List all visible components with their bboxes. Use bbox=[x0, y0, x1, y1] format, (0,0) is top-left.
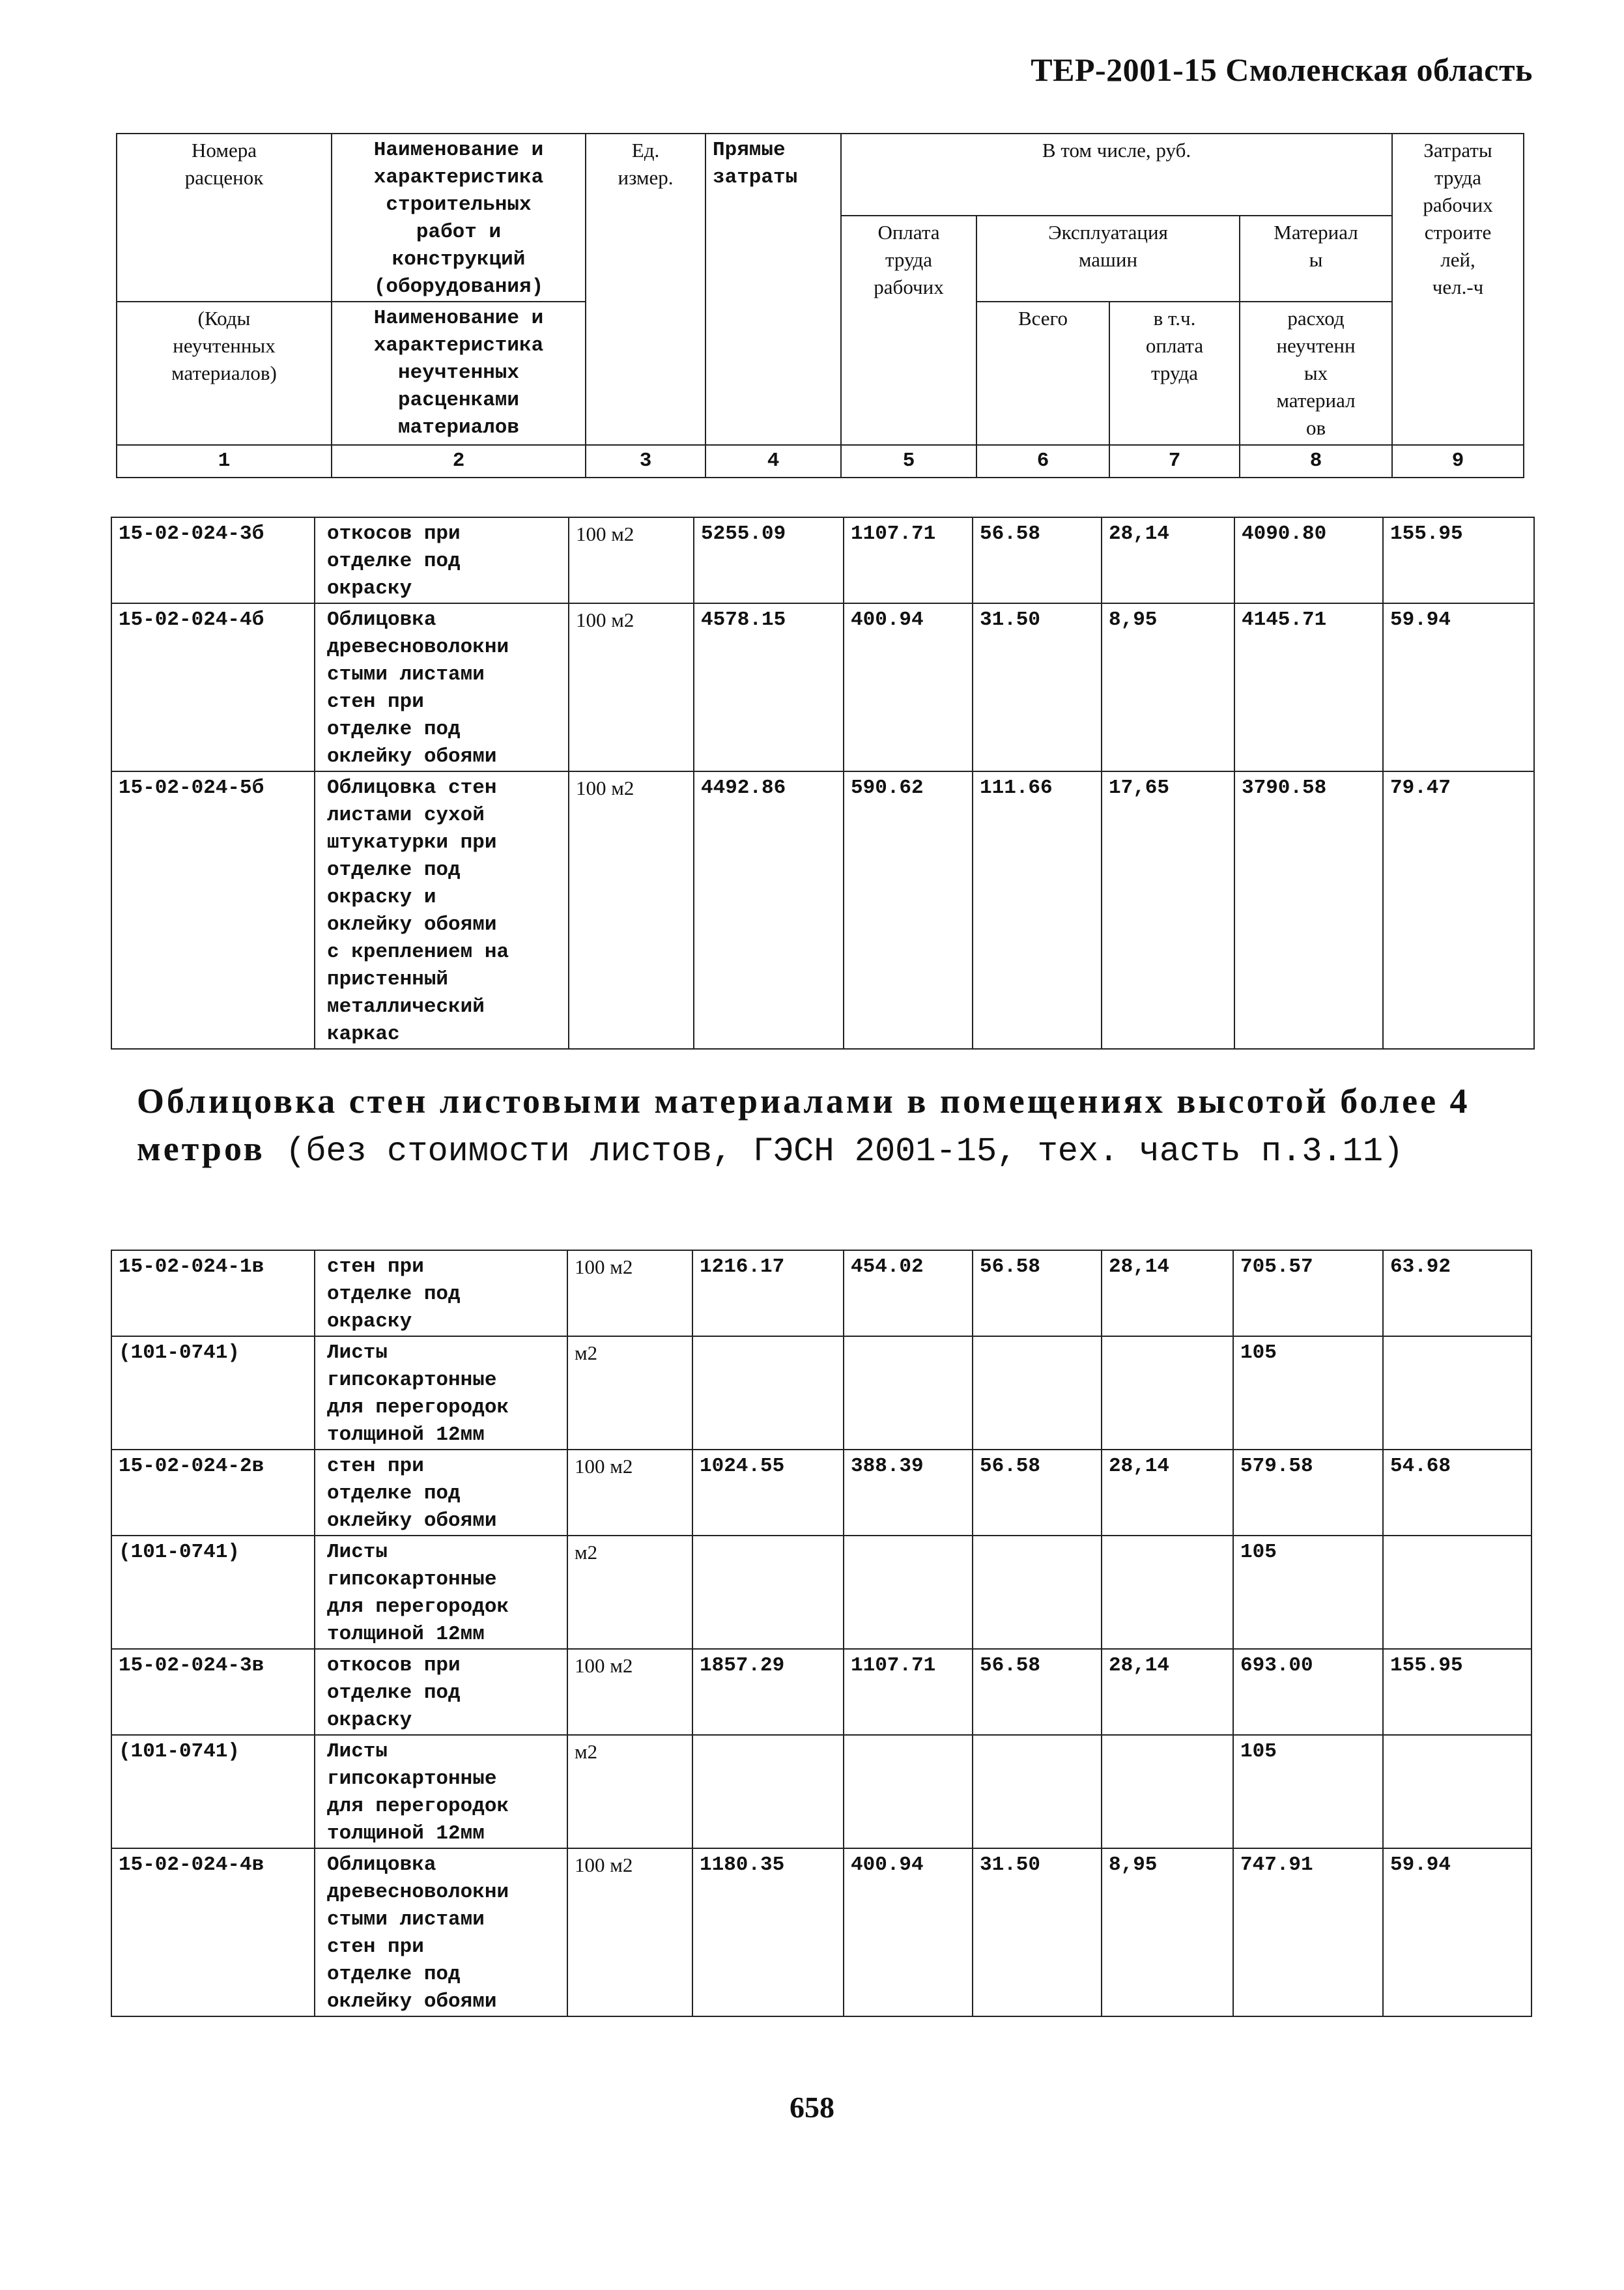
cell-wages: 590.62 bbox=[844, 771, 973, 1049]
header-material-codes: (Коды неучтенных материалов) bbox=[117, 302, 332, 445]
table-row bbox=[111, 1536, 1531, 1649]
header-material-name: Наименование и характеристика неучтенных расценками материалов bbox=[332, 302, 586, 445]
rates-table-2 bbox=[111, 1250, 1532, 2017]
header-rate-number: Номера расценок bbox=[117, 134, 332, 302]
table-row bbox=[111, 1450, 1531, 1536]
cell-wages: 1107.71 bbox=[844, 517, 973, 603]
cell-labor-costs: 155.95 bbox=[1383, 1649, 1531, 1735]
table-row bbox=[111, 1250, 1531, 1336]
page-header-title: ТЕР-2001-15 Смоленская область bbox=[1031, 51, 1533, 88]
cell-labor-costs: 59.94 bbox=[1383, 1848, 1531, 2016]
cell-direct-costs: 4578.15 bbox=[694, 603, 844, 771]
cell-direct-costs: 1857.29 bbox=[692, 1649, 844, 1735]
cell-rate-code: 15-02-024-3б bbox=[111, 517, 315, 603]
column-number-8: 8 bbox=[1240, 445, 1392, 478]
cell-work-name: откосов при отделке под окраску bbox=[315, 517, 569, 603]
cell-work-name: Листы гипсокартонные для перегородок толщиной 12мм bbox=[315, 1336, 567, 1450]
cell-work-name: Облицовка древесноволокни стыми листами стен при отделке под оклейку обоями bbox=[315, 1848, 567, 2016]
cell-rate-code: 15-02-024-4б bbox=[111, 603, 315, 771]
table-row bbox=[111, 1649, 1531, 1735]
cell-machine-wages: 8,95 bbox=[1102, 603, 1234, 771]
cell-machine-wages: 28,14 bbox=[1102, 517, 1234, 603]
column-number-2: 2 bbox=[332, 445, 586, 478]
cell-materials: 747.91 bbox=[1233, 1848, 1383, 2016]
cell-labor-costs bbox=[1383, 1536, 1531, 1649]
column-number-1: 1 bbox=[117, 445, 332, 478]
cell-labor-costs: 63.92 bbox=[1383, 1250, 1531, 1336]
cell-machine-wages: 17,65 bbox=[1102, 771, 1234, 1049]
cell-machines-total: 56.58 bbox=[973, 1649, 1102, 1735]
section-title-bold: Облицовка стен листовыми материалами в помещениях высотой более 4 метров bbox=[137, 1081, 1470, 1168]
header-unit: Ед. измер. bbox=[586, 134, 705, 445]
cell-materials: 4145.71 bbox=[1234, 603, 1383, 771]
cell-work-name: стен при отделке под окраску bbox=[315, 1250, 567, 1336]
header-machines-total: Всего bbox=[976, 302, 1109, 445]
cell-rate-code: (101-0741) bbox=[111, 1735, 315, 1848]
cell-materials: 105 bbox=[1233, 1536, 1383, 1649]
section-title bbox=[137, 1079, 1518, 1174]
cell-machines-total: 31.50 bbox=[973, 1848, 1102, 2016]
cell-labor-costs bbox=[1383, 1336, 1531, 1450]
cell-rate-code: (101-0741) bbox=[111, 1536, 315, 1649]
cell-labor-costs: 59.94 bbox=[1383, 603, 1534, 771]
cell-work-name: Листы гипсокартонные для перегородок толщиной 12мм bbox=[315, 1735, 567, 1848]
cell-wages: 400.94 bbox=[844, 603, 973, 771]
cell-work-name: откосов при отделке под окраску bbox=[315, 1649, 567, 1735]
cell-wages: 400.94 bbox=[844, 1848, 973, 2016]
header-machine-wages: в т.ч. оплата труда bbox=[1109, 302, 1240, 445]
cell-wages: 454.02 bbox=[844, 1250, 973, 1336]
cell-unit: 100 м2 bbox=[567, 1250, 692, 1336]
column-number-row bbox=[117, 445, 1524, 478]
column-header-table bbox=[116, 133, 1524, 478]
cell-direct-costs: 5255.09 bbox=[694, 517, 844, 603]
header-direct-costs: Прямые затраты bbox=[705, 134, 841, 445]
cell-direct-costs bbox=[692, 1735, 844, 1848]
cell-rate-code: 15-02-024-3в bbox=[111, 1649, 315, 1735]
cell-materials: 693.00 bbox=[1233, 1649, 1383, 1735]
cell-work-name: Облицовка стен листами сухой штукатурки при отделке под окраску и оклейку обоями с креплением на пристенный металлический каркас bbox=[315, 771, 569, 1049]
cell-machines-total bbox=[973, 1536, 1102, 1649]
cell-machines-total: 56.58 bbox=[973, 1450, 1102, 1536]
cell-wages: 1107.71 bbox=[844, 1649, 973, 1735]
cell-machine-wages bbox=[1102, 1536, 1233, 1649]
column-number-7: 7 bbox=[1109, 445, 1240, 478]
cell-rate-code: 15-02-024-2в bbox=[111, 1450, 315, 1536]
cell-rate-code: 15-02-024-1в bbox=[111, 1250, 315, 1336]
cell-machine-wages: 8,95 bbox=[1102, 1848, 1233, 2016]
column-number-3: 3 bbox=[586, 445, 705, 478]
cell-unit: 100 м2 bbox=[567, 1450, 692, 1536]
cell-unit: 100 м2 bbox=[567, 1848, 692, 2016]
cell-work-name: Облицовка древесноволокни стыми листами стен при отделке под оклейку обоями bbox=[315, 603, 569, 771]
cell-wages bbox=[844, 1536, 973, 1649]
header-labor-costs: Затраты труда рабочих строите лей, чел.-ч bbox=[1392, 134, 1524, 445]
section-title-note: (без стоимости листов, ГЭСН 2001-15, тех. часть п.3.11) bbox=[264, 1132, 1404, 1171]
cell-machine-wages bbox=[1102, 1336, 1233, 1450]
cell-materials: 705.57 bbox=[1233, 1250, 1383, 1336]
cell-machines-total bbox=[973, 1336, 1102, 1450]
cell-machine-wages bbox=[1102, 1735, 1233, 1848]
cell-unit: 100 м2 bbox=[569, 517, 694, 603]
cell-machines-total bbox=[973, 1735, 1102, 1848]
header-wages: Оплата труда рабочих bbox=[841, 216, 976, 445]
table-row bbox=[111, 517, 1534, 603]
cell-labor-costs bbox=[1383, 1735, 1531, 1848]
cell-direct-costs bbox=[692, 1536, 844, 1649]
cell-unit: 100 м2 bbox=[567, 1649, 692, 1735]
table-row bbox=[111, 603, 1534, 771]
cell-direct-costs: 1216.17 bbox=[692, 1250, 844, 1336]
cell-machine-wages: 28,14 bbox=[1102, 1450, 1233, 1536]
header-group-incl: В том числе, руб. bbox=[841, 134, 1392, 216]
cell-materials: 105 bbox=[1233, 1336, 1383, 1450]
cell-materials: 105 bbox=[1233, 1735, 1383, 1848]
column-number-9: 9 bbox=[1392, 445, 1524, 478]
cell-direct-costs: 1180.35 bbox=[692, 1848, 844, 2016]
header-materials-consumption: расход неучтенн ых материал ов bbox=[1240, 302, 1392, 445]
cell-materials: 3790.58 bbox=[1234, 771, 1383, 1049]
column-number-4: 4 bbox=[705, 445, 841, 478]
cell-materials: 4090.80 bbox=[1234, 517, 1383, 603]
table-row bbox=[111, 771, 1534, 1049]
cell-wages bbox=[844, 1735, 973, 1848]
cell-wages: 388.39 bbox=[844, 1450, 973, 1536]
column-number-5: 5 bbox=[841, 445, 976, 478]
cell-machine-wages: 28,14 bbox=[1102, 1250, 1233, 1336]
table-row bbox=[111, 1336, 1531, 1450]
cell-labor-costs: 54.68 bbox=[1383, 1450, 1531, 1536]
cell-unit: м2 bbox=[567, 1735, 692, 1848]
cell-rate-code: (101-0741) bbox=[111, 1336, 315, 1450]
header-machines: Эксплуатация машин bbox=[976, 216, 1240, 302]
cell-direct-costs bbox=[692, 1336, 844, 1450]
cell-machines-total: 56.58 bbox=[973, 517, 1102, 603]
rates-table-1 bbox=[111, 517, 1535, 1050]
cell-materials: 579.58 bbox=[1233, 1450, 1383, 1536]
cell-labor-costs: 155.95 bbox=[1383, 517, 1534, 603]
table-row bbox=[111, 1735, 1531, 1848]
cell-machines-total: 56.58 bbox=[973, 1250, 1102, 1336]
cell-wages bbox=[844, 1336, 973, 1450]
cell-rate-code: 15-02-024-5б bbox=[111, 771, 315, 1049]
cell-unit: 100 м2 bbox=[569, 771, 694, 1049]
cell-work-name: Листы гипсокартонные для перегородок толщиной 12мм bbox=[315, 1536, 567, 1649]
cell-rate-code: 15-02-024-4в bbox=[111, 1848, 315, 2016]
cell-unit: м2 bbox=[567, 1536, 692, 1649]
cell-direct-costs: 1024.55 bbox=[692, 1450, 844, 1536]
cell-machine-wages: 28,14 bbox=[1102, 1649, 1233, 1735]
cell-unit: 100 м2 bbox=[569, 603, 694, 771]
page-number: 658 bbox=[790, 2091, 834, 2124]
cell-direct-costs: 4492.86 bbox=[694, 771, 844, 1049]
cell-machines-total: 111.66 bbox=[973, 771, 1102, 1049]
cell-unit: м2 bbox=[567, 1336, 692, 1450]
header-work-name: Наименование и характеристика строительных работ и конструкций (оборудования) bbox=[332, 134, 586, 302]
column-number-6: 6 bbox=[976, 445, 1109, 478]
cell-work-name: стен при отделке под оклейку обоями bbox=[315, 1450, 567, 1536]
cell-machines-total: 31.50 bbox=[973, 603, 1102, 771]
table-row bbox=[111, 1848, 1531, 2016]
cell-labor-costs: 79.47 bbox=[1383, 771, 1534, 1049]
header-materials: Материал ы bbox=[1240, 216, 1392, 302]
